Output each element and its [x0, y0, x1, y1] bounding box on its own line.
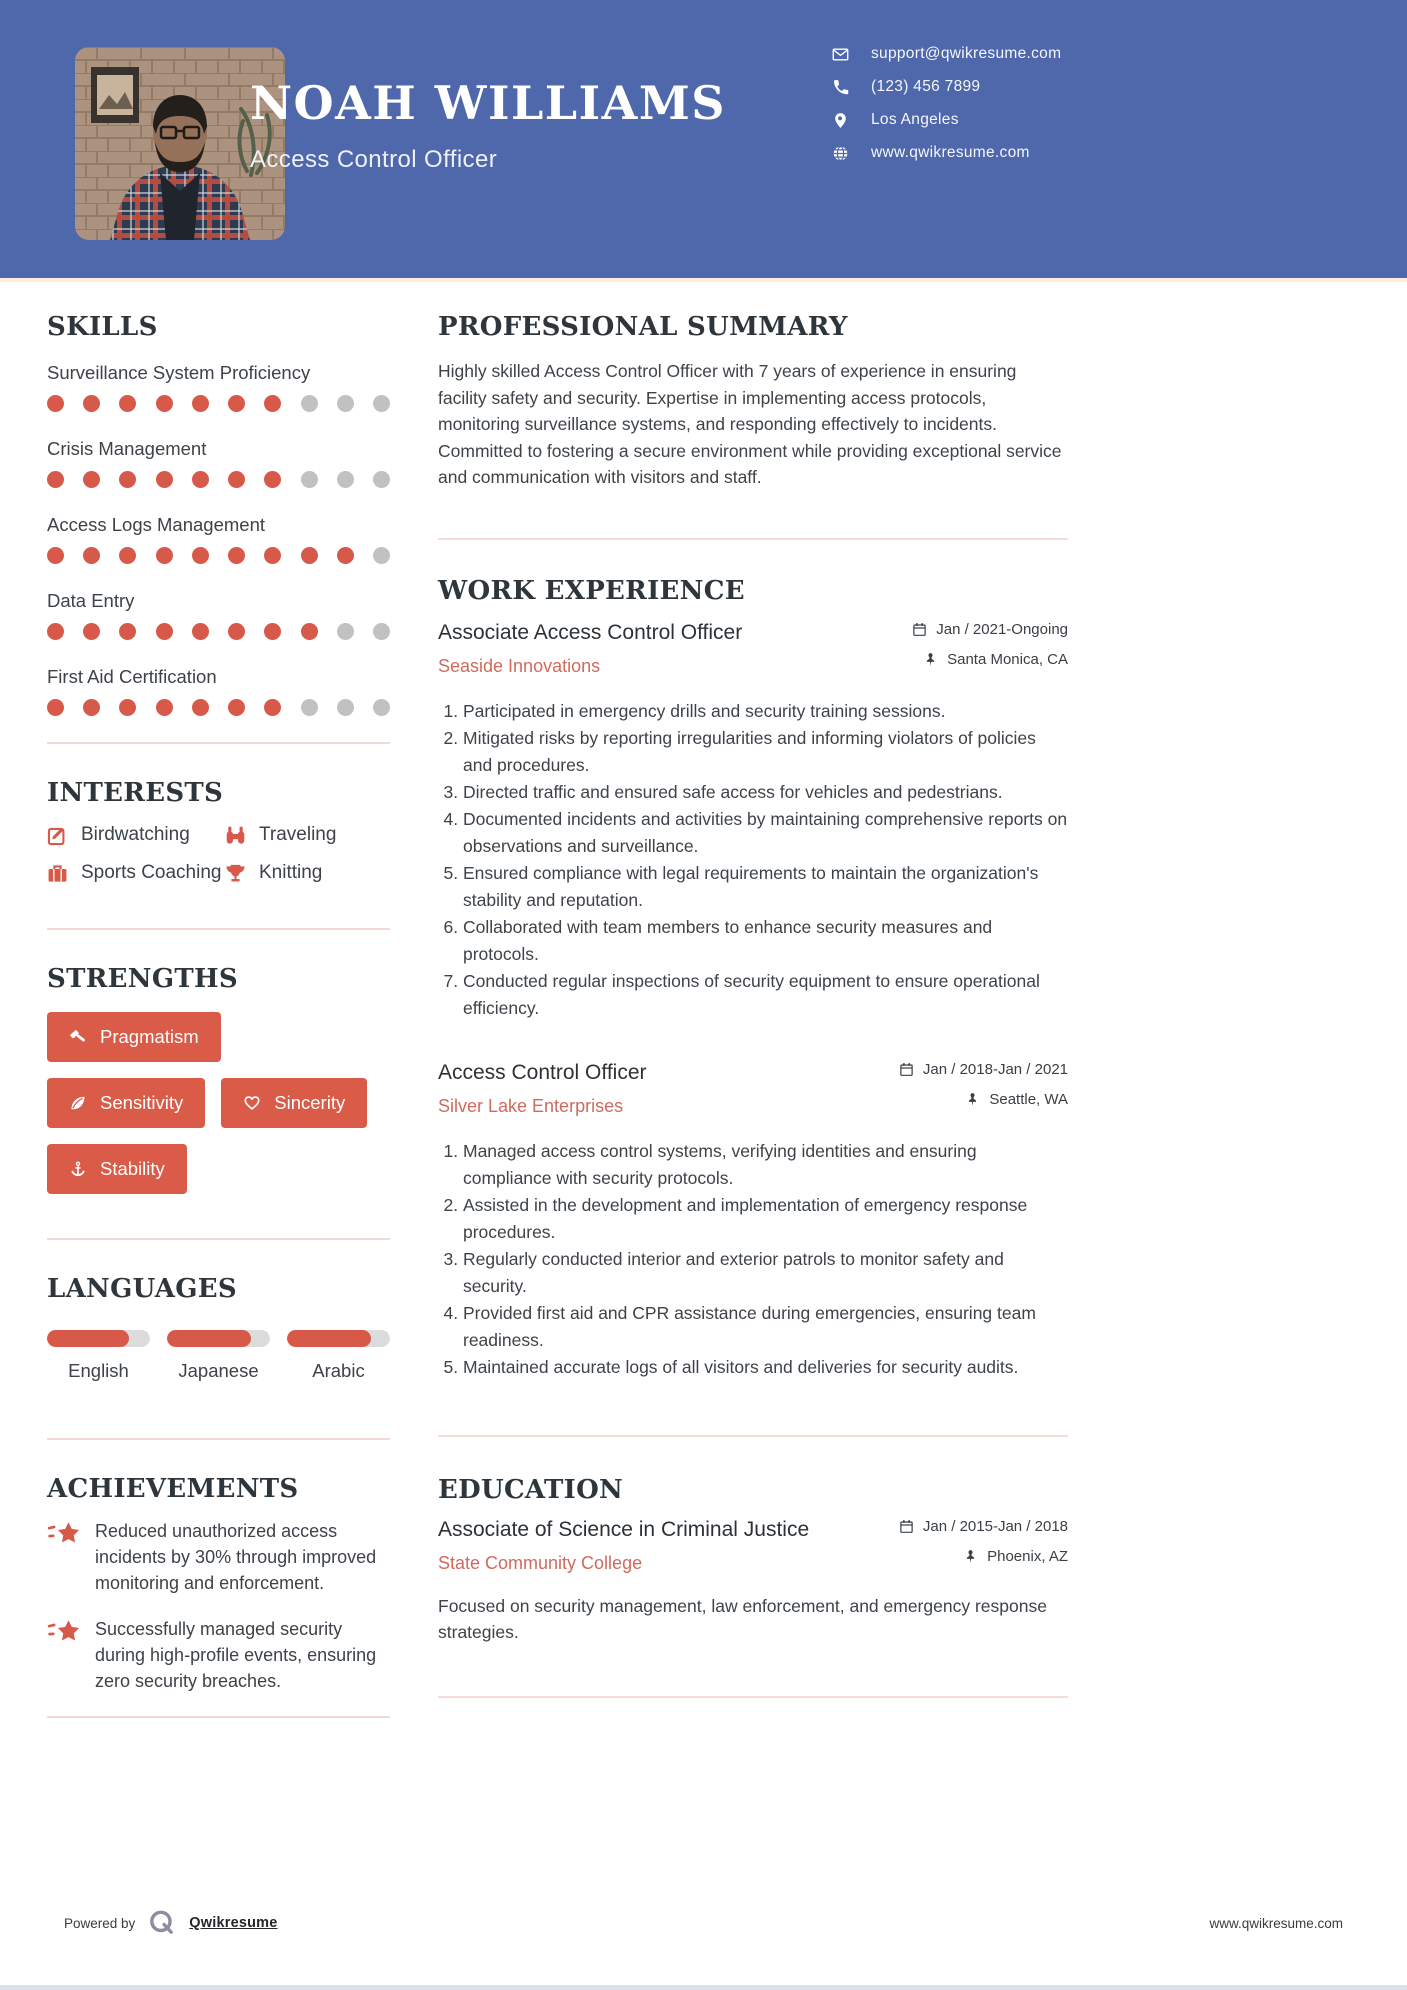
strength-pill [47, 1078, 205, 1128]
main-column [438, 312, 1068, 1698]
rating-dot-filled [83, 395, 100, 412]
interest-item [47, 862, 225, 884]
rating-dot-filled [47, 623, 64, 640]
language-bar [47, 1330, 150, 1347]
divider [47, 1716, 390, 1718]
rating-dot-filled [119, 395, 136, 412]
rating-dot-filled [119, 471, 136, 488]
divider [438, 538, 1068, 540]
contact-phone-text: (123) 456 7899 [871, 78, 981, 95]
skill-item [47, 666, 390, 716]
rating-dot-filled [192, 471, 209, 488]
binoculars-icon [225, 825, 246, 846]
strength-label: Stability [100, 1158, 165, 1179]
rating-dot-filled [83, 547, 100, 564]
skill-rating [47, 395, 390, 412]
interest-item [225, 824, 390, 846]
rating-dot-filled [301, 547, 318, 564]
education-heading: EDUCATION [438, 1474, 624, 1505]
job-duty: 1. Managed access control systems, verifying identities and ensuring compliance with security protocols. [463, 1138, 1068, 1192]
contact-website-text: www.qwikresume.com [871, 144, 1030, 161]
rating-dot-filled [337, 547, 354, 564]
job-duty: 4. Provided first aid and CPR assistance during emergencies, ensuring team readiness. [463, 1300, 1068, 1354]
job-dates-text: Jan / 2021-Ongoing [936, 621, 1068, 638]
job-dates-text: Jan / 2018-Jan / 2021 [922, 1061, 1068, 1078]
skills-heading: SKILLS [47, 312, 158, 342]
education-dates-text: Jan / 2015-Jan / 2018 [922, 1518, 1068, 1535]
skill-label: Crisis Management [47, 438, 207, 459]
job-location [899, 1090, 1068, 1110]
strength-label: Sensitivity [100, 1092, 184, 1113]
contact-email[interactable] [832, 44, 1061, 64]
job-duty: 2. Assisted in the development and implementation of emergency response procedures. [463, 1192, 1068, 1246]
header-divider [0, 278, 1407, 282]
rating-dot-filled [47, 699, 64, 716]
contact-website[interactable] [832, 143, 1061, 163]
rating-dot-filled [192, 623, 209, 640]
phone-icon [832, 79, 849, 96]
person-name: NOAH WILLIAMS [250, 76, 726, 130]
language-item [47, 1330, 150, 1382]
degree-title: Associate of Science in Criminal Justice [438, 1517, 810, 1541]
edit-icon [47, 825, 68, 846]
strengths-heading: STRENGTHS [47, 964, 238, 994]
interest-label: Traveling [259, 824, 337, 845]
interests-grid [47, 824, 390, 884]
skill-rating [47, 699, 390, 716]
job-company: Seaside Innovations [438, 655, 601, 676]
job-meta [892, 620, 1068, 680]
language-label: Japanese [178, 1360, 259, 1381]
rating-dot-empty [373, 395, 390, 412]
rating-dot-filled [83, 699, 100, 716]
rating-dot-filled [156, 471, 173, 488]
job-duty: 5. Maintained accurate logs of all visitors and deliveries for security audits. [463, 1354, 1068, 1381]
divider [47, 1438, 390, 1440]
job-dates [912, 620, 1068, 640]
powered-by-label: Powered by [64, 1915, 136, 1931]
job-duty: 6. Collaborated with team members to enhance security measures and protocols. [463, 914, 1068, 968]
education-location [899, 1547, 1068, 1567]
achievement-text: Reduced unauthorized access incidents by 30% through improved monitoring and enforcement. [95, 1521, 377, 1593]
contact-location[interactable] [832, 110, 1061, 130]
rating-dot-filled [192, 547, 209, 564]
rating-dot-filled [47, 547, 64, 564]
divider [438, 1435, 1068, 1437]
rating-dot-filled [119, 699, 136, 716]
job-entry [438, 1060, 1068, 1381]
rating-dot-empty [301, 471, 318, 488]
rating-dot-filled [264, 395, 281, 412]
education-dates [899, 1517, 1068, 1537]
job-title: Associate Access Control Officer [438, 620, 743, 644]
achievement-item [47, 1518, 390, 1596]
star-badge-icon [47, 1520, 81, 1547]
job-duty: 5. Ensured compliance with legal requirements to maintain the organization's stability and reputation. [463, 860, 1068, 914]
skill-item [47, 514, 390, 564]
education-meta [879, 1517, 1068, 1577]
leaf-icon [69, 1094, 87, 1112]
pushpin-icon [923, 652, 938, 667]
strength-pill [47, 1144, 187, 1194]
summary-text: Highly skilled Access Control Officer with 7 years of experience in ensuring facility safety and security. Expertise in implementing access protocols, monitoring surveillance systems, and responding effectively to incidents. Committed to fostering a secure environment while providing exceptional service and communication with visitors and staff. [438, 361, 1062, 487]
job-company: Silver Lake Enterprises [438, 1095, 624, 1116]
interest-item [225, 862, 390, 884]
trophy-icon [225, 863, 246, 884]
languages-heading: LANGUAGES [47, 1274, 237, 1304]
rating-dot-filled [156, 699, 173, 716]
rating-dot-filled [228, 699, 245, 716]
rating-dot-filled [119, 623, 136, 640]
language-label: English [68, 1360, 129, 1381]
divider [438, 1696, 1068, 1698]
job-duty: 2. Mitigated risks by reporting irregularities and informing violators of policies and procedures. [463, 725, 1068, 779]
job-title-block [438, 1060, 647, 1120]
skills-list [47, 362, 390, 716]
job-location-text: Santa Monica, CA [947, 651, 1068, 668]
interest-label: Knitting [259, 862, 323, 883]
contact-block [832, 44, 1061, 176]
location-icon [832, 112, 849, 129]
language-bar [167, 1330, 270, 1347]
summary-heading: PROFESSIONAL SUMMARY [438, 312, 848, 342]
education-description: Focused on security management, law enforcement, and emergency response strategies. [438, 1595, 1047, 1642]
rating-dot-empty [337, 699, 354, 716]
strength-label: Pragmatism [100, 1026, 199, 1047]
header-band [0, 0, 1407, 278]
job-title: Access Control Officer [438, 1060, 647, 1084]
skill-label: Surveillance System Proficiency [47, 362, 311, 383]
anchor-icon [69, 1160, 87, 1178]
rating-dot-empty [337, 623, 354, 640]
rating-dot-empty [337, 395, 354, 412]
skill-rating [47, 623, 390, 640]
contact-phone[interactable] [832, 77, 1061, 97]
achievement-text: Successfully managed security during high-profile events, ensuring zero security breaches. [95, 1619, 377, 1691]
rating-dot-empty [301, 395, 318, 412]
rating-dot-filled [264, 471, 281, 488]
calendar-icon [912, 622, 927, 637]
achievements-heading: ACHIEVEMENTS [47, 1474, 299, 1504]
job-dates [899, 1060, 1068, 1080]
rating-dot-empty [373, 471, 390, 488]
job-duty: 4. Documented incidents and activities by maintaining comprehensive reports on observations and surveillance. [463, 806, 1068, 860]
rating-dot-filled [228, 623, 245, 640]
school-name: State Community College [438, 1552, 643, 1573]
strengths-list [47, 1012, 390, 1194]
rating-dot-filled [156, 547, 173, 564]
rating-dot-filled [192, 699, 209, 716]
rating-dot-filled [156, 623, 173, 640]
job-duties [438, 698, 1068, 1022]
rating-dot-filled [264, 547, 281, 564]
rating-dot-filled [47, 471, 64, 488]
qwikresume-logo-icon [147, 1908, 177, 1938]
job-location-text: Seattle, WA [989, 1091, 1068, 1108]
rating-dot-filled [83, 471, 100, 488]
job-duty: 3. Regularly conducted interior and exterior patrols to monitor safety and security. [463, 1246, 1068, 1300]
job-location [912, 650, 1068, 670]
achievement-item [47, 1616, 390, 1694]
job-duties [438, 1138, 1068, 1381]
strength-pill [47, 1012, 221, 1062]
divider [47, 742, 390, 744]
language-item [167, 1330, 270, 1382]
strength-label: Sincerity [274, 1092, 346, 1113]
pushpin-icon [965, 1092, 980, 1107]
identity-block [250, 76, 726, 174]
rating-dot-filled [264, 623, 281, 640]
email-icon [832, 46, 849, 63]
job-title-block [438, 620, 742, 680]
languages-list [47, 1330, 390, 1382]
footer-website-link[interactable]: www.qwikresume.com [1209, 1915, 1343, 1931]
rating-dot-filled [83, 623, 100, 640]
interest-item [47, 824, 225, 846]
gavel-icon [69, 1028, 87, 1046]
contact-email-text: support@qwikresume.com [871, 45, 1062, 62]
rating-dot-filled [192, 395, 209, 412]
sidebar-column [47, 312, 390, 1718]
divider [47, 1238, 390, 1240]
job-duty: 7. Conducted regular inspections of security equipment to ensure operational efficiency. [463, 968, 1068, 1022]
rating-dot-empty [301, 699, 318, 716]
rating-dot-filled [228, 471, 245, 488]
strength-pill [221, 1078, 367, 1128]
education-entry [438, 1517, 1068, 1646]
rating-dot-filled [228, 547, 245, 564]
job-meta [879, 1060, 1068, 1120]
rating-dot-filled [301, 623, 318, 640]
heart-icon [243, 1094, 261, 1112]
achievements-list [47, 1518, 390, 1694]
person-title: Access Control Officer [250, 146, 498, 173]
education-title-block [438, 1517, 809, 1577]
page-bottom-edge [0, 1985, 1407, 1990]
star-badge-icon [47, 1618, 81, 1645]
job-duty: 3. Directed traffic and ensured safe access for vehicles and pedestrians. [463, 779, 1068, 806]
experience-heading: WORK EXPERIENCE [438, 575, 745, 606]
rating-dot-empty [373, 547, 390, 564]
language-item [287, 1330, 390, 1382]
skill-label: Data Entry [47, 590, 135, 611]
rating-dot-filled [119, 547, 136, 564]
language-label: Arabic [312, 1360, 365, 1381]
pushpin-icon [963, 1549, 978, 1564]
rating-dot-empty [373, 623, 390, 640]
interests-heading: INTERESTS [47, 778, 224, 808]
language-bar [287, 1330, 390, 1347]
skill-label: Access Logs Management [47, 514, 266, 535]
footer [64, 1908, 1343, 1938]
rating-dot-empty [373, 699, 390, 716]
globe-icon [832, 145, 849, 162]
skill-rating [47, 471, 390, 488]
rating-dot-filled [47, 395, 64, 412]
skill-item [47, 590, 390, 640]
qwikresume-link[interactable]: Qwikresume [189, 1915, 278, 1931]
rating-dot-filled [156, 395, 173, 412]
rating-dot-filled [264, 699, 281, 716]
skill-label: First Aid Certification [47, 666, 217, 687]
skill-rating [47, 547, 390, 564]
rating-dot-filled [228, 395, 245, 412]
interest-label: Birdwatching [81, 824, 190, 845]
calendar-icon [899, 1519, 914, 1534]
briefcase-icon [47, 863, 68, 884]
contact-location-text: Los Angeles [871, 111, 959, 128]
job-duty: 1. Participated in emergency drills and security training sessions. [463, 698, 1068, 725]
interest-label: Sports Coaching [81, 862, 222, 883]
education-location-text: Phoenix, AZ [987, 1548, 1068, 1565]
calendar-icon [899, 1062, 914, 1077]
divider [47, 928, 390, 930]
skill-item [47, 438, 390, 488]
skill-item [47, 362, 390, 412]
rating-dot-empty [337, 471, 354, 488]
job-entry [438, 620, 1068, 1022]
